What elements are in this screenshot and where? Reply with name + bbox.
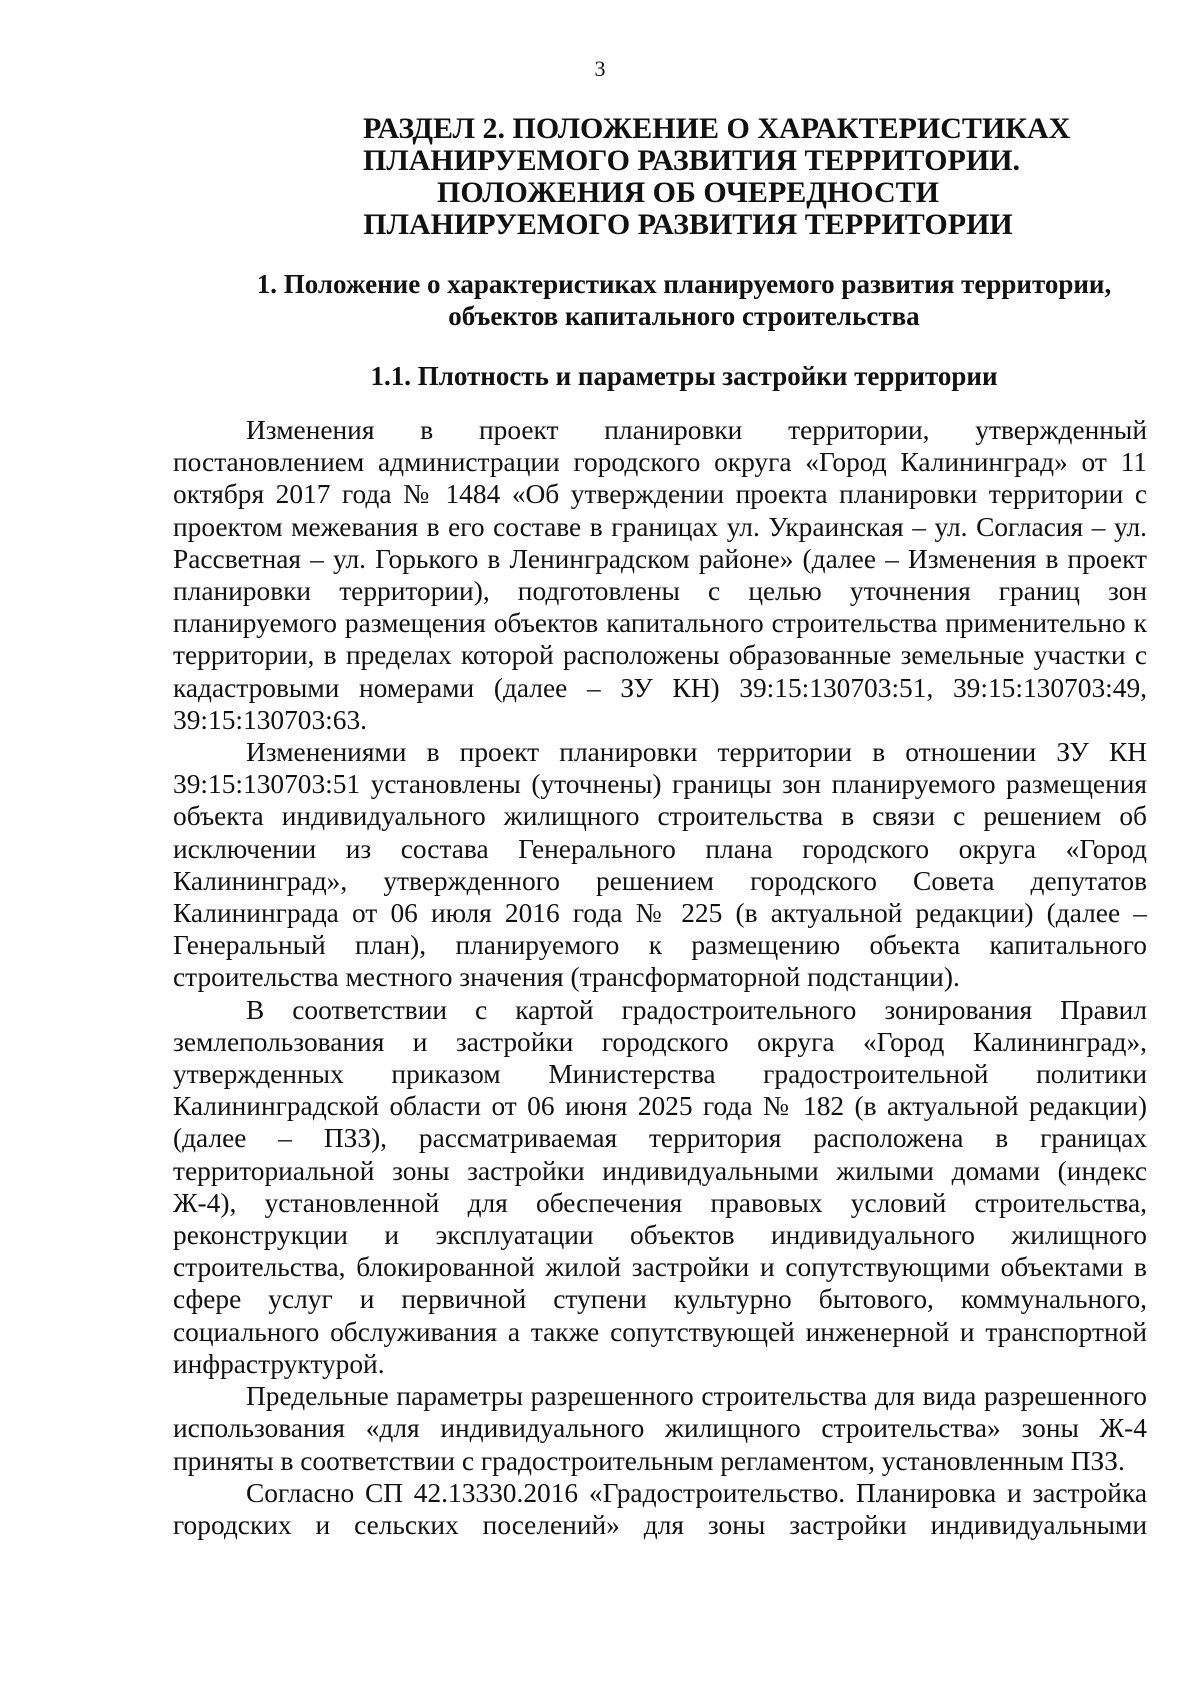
chapter-heading-line: объектов капитального строительства — [448, 301, 920, 331]
section-title-line: ПЛАНИРУЕМОГО РАЗВИТИЯ ТЕРРИТОРИИ. — [363, 144, 1020, 177]
paragraph: Изменениями в проект планировки территории в отношении ЗУ КН 39:15:130703:51 установлены (уточнены) границы зон планируемого размещения объекта индивидуального жилищного строительства в связи с решением об исключении из состава Генерального плана городского округа «Город Калининград», утвержденного решением городского Совета депутатов Калининграда от 06 июля 2016 года № 225 (в актуальной редакции) (далее – Генеральный план), планируемого к размещению объекта капитального строительства местного значения (трансформаторной подстанции). — [173, 737, 1147, 993]
paragraph: Предельные параметры разрешенного строительства для вида разрешенного использования «для индивидуального жилищного строительства» зоны Ж-4 приняты в соответствии с градостроительным регламентом, установленным ПЗЗ. — [173, 1381, 1147, 1476]
paragraph: В соответствии с картой градостроительного зонирования Правил землепользования и застройки городского округа «Город Калининград», утвержденных приказом Министерства градостроительной политики Калининградской области от 06 июня 2025 года № 182 (в актуальной редакции) (далее – ПЗЗ), рассматриваемая территория расположена в границах территориальной зоны застройки индивидуальными жилыми домами (индекс Ж-4), установленной для обеспечения правовых условий строительства, реконструкции и эксплуатации объектов индивидуального жилищного строительства, блокированной жилой застройки и сопутствующими объектами в сфере услуг и первичной ступени культурно бытового, коммунального, социального обслуживания а также сопутствующей инженерной и транспортной инфраструктурой. — [173, 994, 1147, 1379]
chapter-heading — [173, 268, 1147, 332]
section-title — [363, 112, 1071, 241]
page-number: 3 — [594, 56, 606, 81]
body-text — [173, 414, 1147, 1541]
paragraph: Изменения в проект планировки территории, утвержденный постановлением администрации городского округа «Город Калининград» от 11 октября 2017 года № 1484 «Об утверждении проекта планировки территории с проектом межевания в его составе в границах ул. Украинская – ул. Согласия – ул. Рассветная – ул. Горького в Ленинградском районе» (далее – Изменения в проект планировки территории), подготовлены с целью уточнения границ зон планируемого размещения объектов капитального строительства применительно к территории, в пределах которой расположены образованные земельные участки с кадастровыми номерами (далее – ЗУ КН) 39:15:130703:51, 39:15:130703:49, 39:15:130703:63. — [173, 415, 1147, 735]
section-title-line: ПОЛОЖЕНИЯ ОБ ОЧЕРЕДНОСТИ — [437, 176, 939, 209]
paragraph: Согласно СП 42.13330.2016 «Градостроительство. Планировка и застройка городских и сельских поселений» для зоны застройки индивидуальными — [173, 1477, 1147, 1540]
section-title-line: РАЗДЕЛ 2. ПОЛОЖЕНИЕ О ХАРАКТЕРИСТИКАХ — [363, 112, 1071, 145]
document-content — [173, 113, 1147, 1541]
section-title-line: ПЛАНИРУЕМОГО РАЗВИТИЯ ТЕРРИТОРИИ — [363, 208, 1013, 241]
subsection-heading: 1.1. Плотность и параметры застройки территории — [370, 361, 998, 391]
chapter-heading-line: 1. Положение о характеристиках планируемого развития территории, — [256, 269, 1112, 299]
